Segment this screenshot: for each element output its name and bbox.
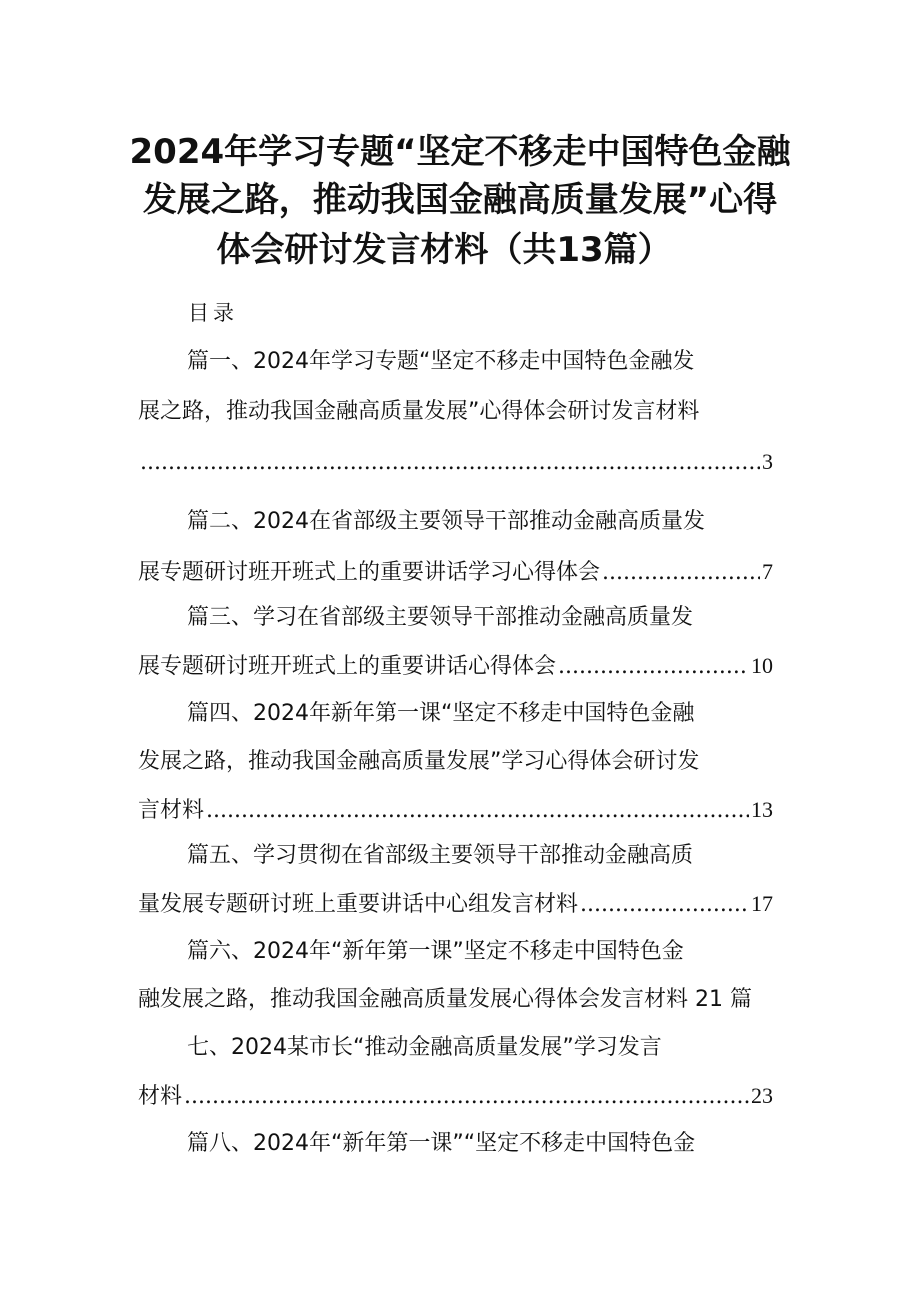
toc-entry-3-page: 10 — [751, 653, 773, 678]
title-line-3: 体会研讨发言材料（共13篇） — [216, 230, 672, 270]
toc-entry-3-leader[interactable] — [138, 652, 773, 681]
toc-entry-1-leader[interactable] — [138, 448, 773, 477]
toc-heading: 目录 — [188, 301, 238, 325]
dot-leader — [140, 449, 760, 477]
toc-entry-7-line-1[interactable]: 七、2024某市长“推动金融高质量发展”学习发言 — [187, 1035, 662, 1060]
toc-entry-4-line-3: 言材料 — [138, 798, 205, 823]
toc-entry-4-page: 13 — [751, 797, 773, 822]
toc-entry-2-leader[interactable] — [138, 558, 773, 587]
title-line-1: 2024年学习专题“坚定不移走中国特色金融 — [129, 132, 791, 172]
toc-entry-3-line-2: 展专题研讨班开班式上的重要讲话心得体会 — [138, 654, 557, 679]
toc-entry-1-line-2[interactable]: 展之路，推动我国金融高质量发展”心得体会研讨发言材料 — [138, 399, 700, 424]
toc-entry-8-line-1[interactable]: 篇八、2024年“新年第一课”“坚定不移走中国特色金 — [187, 1131, 696, 1156]
dot-leader — [602, 559, 760, 587]
toc-entry-6-line-2[interactable]: 融发展之路，推动我国金融高质量发展心得体会发言材料 21 篇 — [138, 987, 752, 1012]
toc-entry-5-leader[interactable] — [138, 890, 773, 919]
toc-entry-1-page: 3 — [762, 449, 773, 474]
toc-entry-4-leader[interactable] — [138, 796, 773, 825]
toc-entry-7-line-2: 材料 — [138, 1084, 183, 1109]
dot-leader — [558, 653, 749, 681]
toc-entry-7-page: 23 — [751, 1083, 773, 1108]
dot-leader — [184, 1083, 749, 1111]
title-line-2: 发展之路，推动我国金融高质量发展”心得 — [142, 180, 778, 220]
toc-entry-2-line-1[interactable]: 篇二、2024在省部级主要领导干部推动金融高质量发 — [187, 509, 705, 534]
toc-entry-7-leader[interactable] — [138, 1082, 773, 1111]
toc-entry-5-line-2: 量发展专题研讨班上重要讲话中心组发言材料 — [138, 892, 579, 917]
toc-entry-6-line-1[interactable]: 篇六、2024年“新年第一课”坚定不移走中国特色金 — [187, 939, 684, 964]
toc-entry-3-line-1[interactable]: 篇三、学习在省部级主要领导干部推动金融高质量发 — [187, 605, 694, 630]
toc-entry-4-line-1[interactable]: 篇四、2024年新年第一课“坚定不移走中国特色金融 — [187, 701, 695, 726]
toc-entry-2-page: 7 — [762, 559, 773, 584]
toc-entry-5-line-1[interactable]: 篇五、学习贯彻在省部级主要领导干部推动金融高质 — [187, 843, 694, 868]
toc-entry-5-page: 17 — [751, 891, 773, 916]
toc-entry-1-line-1[interactable]: 篇一、2024年学习专题“坚定不移走中国特色金融发 — [187, 349, 695, 374]
toc-entry-4-line-2[interactable]: 发展之路，推动我国金融高质量发展”学习心得体会研讨发 — [138, 749, 700, 774]
toc-entry-2-line-2: 展专题研讨班开班式上的重要讲话学习心得体会 — [138, 560, 601, 585]
dot-leader — [580, 891, 749, 919]
dot-leader — [206, 797, 749, 825]
